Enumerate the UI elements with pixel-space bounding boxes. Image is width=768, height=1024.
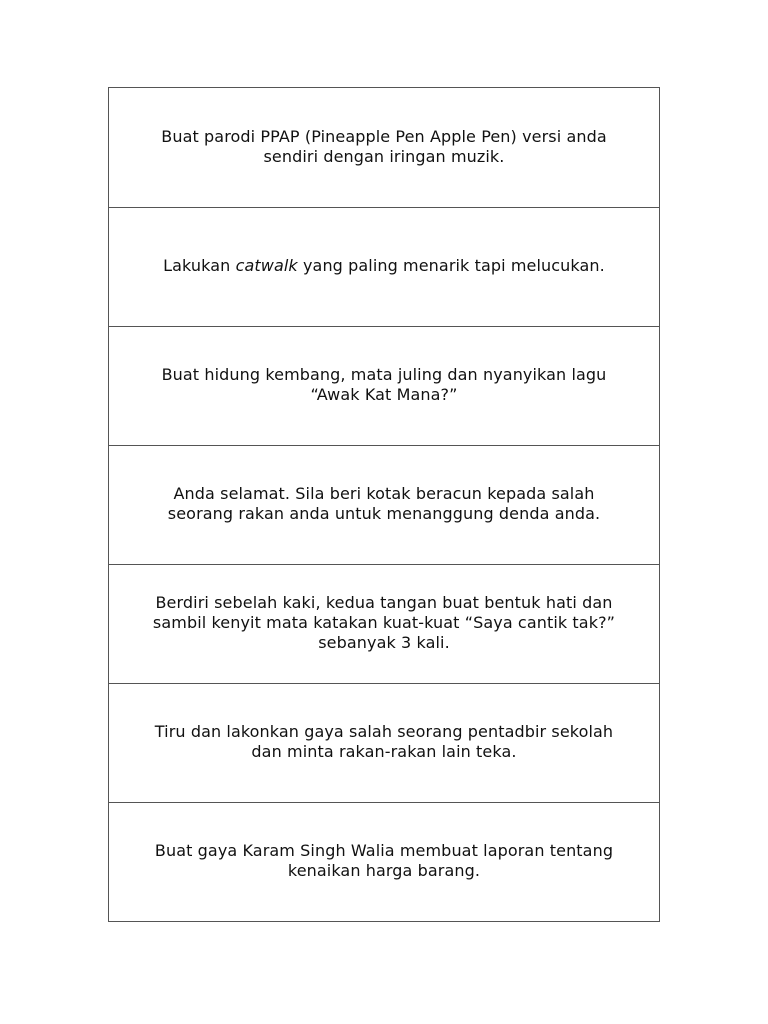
dare-card-text [163,256,605,276]
dare-card-1 [109,88,659,207]
italic-word: catwalk [235,256,298,275]
text-line: Tiru dan lakonkan gaya salah seorang pentadbir sekolah [154,722,614,741]
dare-card-text [161,127,607,167]
dare-card-text [155,722,613,762]
text-line: sambil kenyit mata katakan kuat-kuat “Saya cantik tak?” [152,613,616,632]
text-line: Buat hidung kembang, mata juling dan nyanyikan lagu [161,365,607,384]
dare-card-table [108,87,660,922]
dare-card-5 [109,564,659,683]
text-segment: Lakukan [163,256,236,275]
dare-card-text [153,593,615,653]
dare-card-3 [109,326,659,445]
text-line: kenaikan harga barang. [287,861,481,880]
dare-card-text [168,484,600,524]
text-line: Anda selamat. Sila beri kotak beracun kepada salah [173,484,595,503]
text-line: sendiri dengan iringan muzik. [263,146,505,166]
text-line: dan minta rakan-rakan lain teka. [251,742,517,761]
text-line: “Awak Kat Mana?” [310,385,458,404]
dare-card-2 [109,207,659,326]
text-line: Buat gaya Karam Singh Walia membuat laporan tentang [154,841,614,860]
dare-card-text [155,841,613,881]
dare-card-6 [109,683,659,802]
text-line: sebanyak 3 kali. [318,633,450,652]
text-line: seorang rakan anda untuk menanggung denda anda. [167,504,601,523]
text-segment: yang paling menarik tapi melucukan. [297,256,605,275]
dare-card-text [162,365,607,405]
dare-card-4 [109,445,659,564]
text-line: Buat parodi PPAP (Pineapple Pen Apple Pen) versi anda [161,126,607,146]
text-line: Berdiri sebelah kaki, kedua tangan buat bentuk hati dan [155,593,613,612]
dare-card-7 [109,802,659,921]
